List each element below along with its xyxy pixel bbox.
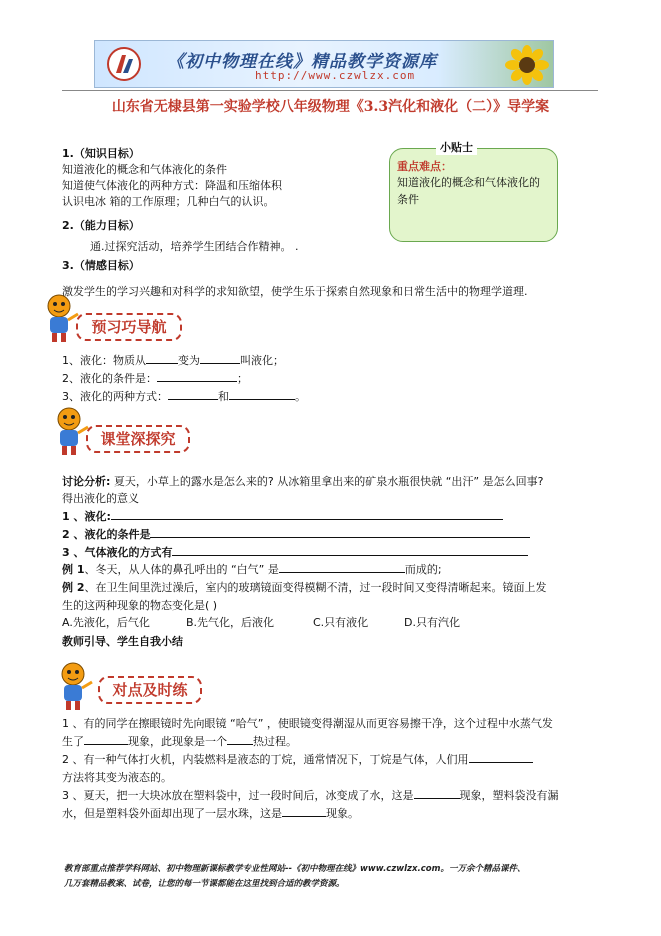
practice-3-line-2 — [62, 805, 359, 821]
practice-3-text-d: 现象。 — [326, 807, 359, 820]
classroom-l2-text: 2 、液化的条件是 — [62, 528, 151, 541]
practice-2-line-2: 方法将其变为液态的。 — [62, 771, 172, 784]
preview-q2-text-b: ； — [237, 372, 248, 385]
tiger-mascot-icon — [36, 292, 82, 344]
discuss-text: 夏天，小草上的露水是怎么来的? 从冰箱里拿出来的矿泉水瓶很快就 “出汗” 是怎么回事? — [110, 475, 544, 488]
practice-3-blank-2 — [282, 805, 326, 817]
footer-line-1: 教育部重点推荐学科网站、初中物理新课标教学专业性网站--《初中物理在线》www.czwlzx.com。一万余个精品课件、 — [64, 864, 526, 874]
goal-2-heading: 2.（能力目标） — [62, 219, 140, 232]
discuss-line-2: 得出液化的意义 — [62, 492, 139, 505]
option-c: C.只有液化 — [313, 616, 369, 629]
preview-q3-text-c: 。 — [295, 390, 306, 403]
practice-2-line-1 — [62, 751, 533, 767]
footer-line-2: 几万套精品教案、试卷，让您的每一节课都能在这里找到合适的教学资源。 — [64, 879, 345, 889]
preview-q1-text-b: 变为 — [178, 354, 200, 367]
classroom-l3 — [62, 544, 528, 560]
preview-q1-text-c: 叫液化； — [240, 354, 284, 367]
practice-1-blank-1 — [84, 733, 128, 745]
classroom-l2-blank — [150, 526, 530, 538]
header-banner — [94, 40, 554, 88]
banner-url: http://www.czwlzx.com — [255, 69, 416, 82]
preview-q1-blank-2 — [200, 352, 240, 364]
option-d: D.只有汽化 — [404, 616, 460, 629]
preview-q2-blank — [157, 370, 237, 382]
summary-line: 教师引导、学生自我小结 — [62, 635, 183, 648]
example-2 — [62, 579, 546, 595]
section-preview-title: 预习巧导航 — [76, 313, 182, 341]
preview-q1 — [62, 352, 284, 368]
goal-1-heading: 1.（知识目标） — [62, 147, 140, 160]
tip-label: 重点难点： — [397, 160, 452, 173]
example-2-text-a: 、在卫生间里洗过澡后，室内的玻璃镜面变得模糊不清，过一段时间又变得清晰起来。镜面上发 — [84, 581, 547, 594]
tip-text: 知道液化的概念和气体液化的条件 — [397, 176, 540, 206]
banner-title: 《初中物理在线》精品教学资源库 — [167, 52, 437, 72]
example-1 — [62, 561, 442, 577]
classroom-l3-blank — [172, 544, 528, 556]
practice-2-blank — [469, 751, 533, 763]
tiger-mascot-icon — [46, 405, 92, 457]
practice-3-text-b: 现象，塑料袋没有漏 — [459, 789, 559, 802]
discuss-label: 讨论分析: — [62, 475, 111, 488]
header-divider — [62, 90, 598, 91]
preview-q2 — [62, 370, 248, 386]
goal-3-line: 激发学生的学习兴趣和对科学的求知欲望，使学生乐于探索自然现象和日常生活中的物理学道理. — [62, 285, 528, 298]
example-2-line-2: 生的这两种现象的物态变化是( ) — [62, 599, 218, 612]
document-title: 山东省无棣县第一实验学校八年级物理《3.3汽化和液化（二）》导学案 — [111, 99, 550, 115]
practice-1-line-2 — [62, 733, 297, 749]
classroom-l2 — [62, 526, 530, 542]
option-a: A.先液化，后气化 — [62, 616, 150, 629]
practice-2-text-a: 2 、有一种气体打火机，内装燃料是液态的丁烷，通常情况下，丁烷是气体，人们用 — [62, 753, 469, 766]
example-2-label: 例 2 — [62, 581, 85, 594]
practice-1-text-b: 生了 — [62, 735, 84, 748]
practice-3-blank-1 — [414, 787, 460, 799]
goal-1-line-2: 知道使气体液化的两种方式：降温和压缩体积 — [62, 179, 282, 192]
goal-1-line-1: 知道液化的概念和气体液化的条件 — [62, 163, 227, 176]
preview-q3 — [62, 388, 306, 404]
site-logo-icon — [107, 47, 141, 81]
section-practice-title: 对点及时练 — [98, 676, 202, 704]
goal-3-heading: 3.（情感目标） — [62, 259, 140, 272]
goal-1-line-3: 认识电冰 箱的工作原理；几种白气的认识。 — [62, 195, 275, 208]
practice-3-line-1 — [62, 787, 559, 803]
practice-1-text-c: 现象，此现象是一个 — [128, 735, 227, 748]
practice-1-line-1: 1 、有的同学在擦眼镜时先向眼镜 “哈气” ，使眼镜变得潮湿从而更容易擦干净，这个过程中水蒸气发 — [62, 717, 553, 730]
tiger-mascot-icon — [50, 660, 96, 712]
tip-title: 小贴士 — [436, 139, 477, 155]
preview-q3-blank-1 — [168, 388, 218, 400]
example-1-label: 例 1 — [62, 563, 85, 576]
practice-1-blank-2 — [227, 733, 253, 745]
goal-2-line: 通.过探究活动，培养学生团结合作精神。 . — [90, 240, 299, 253]
discuss-line — [62, 473, 543, 489]
preview-q2-text-a: 2、液化的条件是： — [62, 372, 157, 385]
example-1-blank — [279, 561, 405, 573]
classroom-l3-text: 3 、气体液化的方式有 — [62, 546, 173, 559]
example-1-text-b: 而成的; — [404, 563, 442, 576]
classroom-l1-blank — [111, 508, 503, 520]
preview-q1-blank-1 — [146, 352, 178, 364]
classroom-l1 — [62, 508, 503, 524]
option-b: B.先气化，后液化 — [186, 616, 275, 629]
sunflower-icon — [505, 45, 549, 85]
section-classroom-title: 课堂深探究 — [86, 425, 190, 453]
classroom-l1-text: 1 、液化: — [62, 510, 111, 523]
example-1-text-a: 、冬天，从人体的鼻孔呼出的 “白气” 是 — [84, 563, 279, 576]
preview-q3-text-b: 和 — [218, 390, 229, 403]
preview-q1-text-a: 1、液化：物质从 — [62, 354, 146, 367]
preview-q3-text-a: 3、液化的两种方式： — [62, 390, 168, 403]
preview-q3-blank-2 — [229, 388, 295, 400]
practice-3-text-a: 3 、夏天，把一大块冰放在塑料袋中，过一段时间后，冰变成了水，这是 — [62, 789, 414, 802]
practice-1-text-d: 热过程。 — [253, 735, 297, 748]
practice-3-text-c: 水，但是塑料袋外面却出现了一层水珠，这是 — [62, 807, 282, 820]
